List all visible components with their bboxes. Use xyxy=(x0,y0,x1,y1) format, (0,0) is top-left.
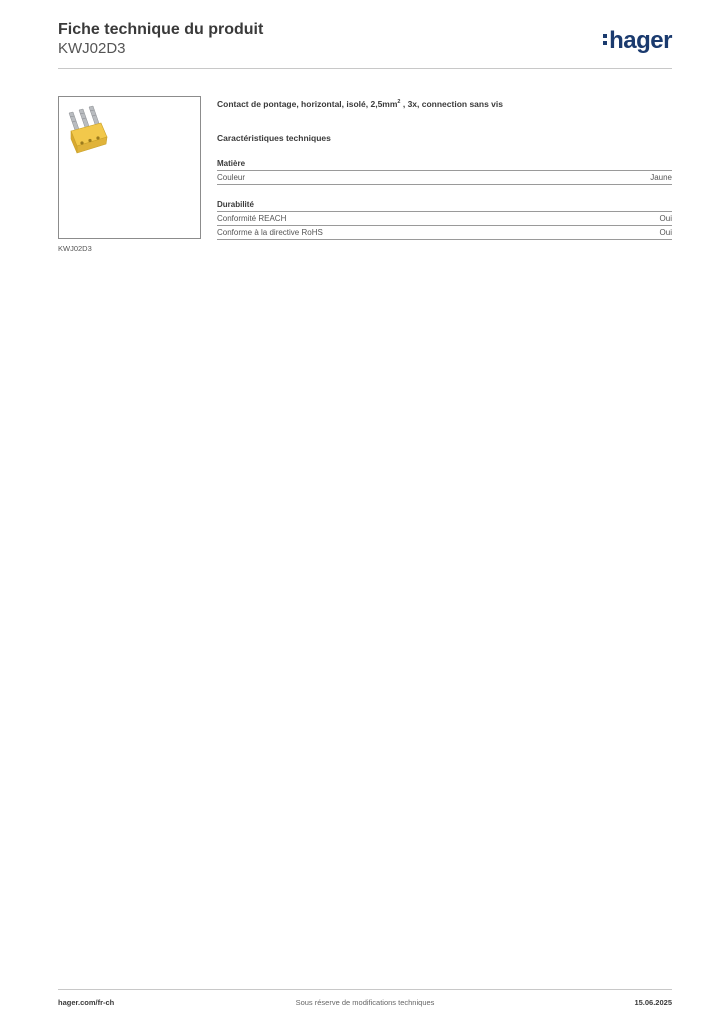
product-description: Contact de pontage, horizontal, isolé, $2,5mm^2$ , 3x, connection sans vis xyxy=(217,98,503,109)
spec-label: Conforme à la directive RoHS xyxy=(217,227,323,237)
spec-row xyxy=(217,171,672,185)
spec-row xyxy=(217,212,672,226)
hager-logo xyxy=(603,28,672,54)
spec-label: Couleur xyxy=(217,172,246,182)
header-divider xyxy=(58,68,672,69)
document-footer xyxy=(58,998,672,1010)
bridge-contact-icon xyxy=(59,97,202,240)
spec-value: Oui xyxy=(659,227,672,237)
spec-value: Oui xyxy=(659,213,672,223)
product-reference: KWJ02D3 xyxy=(58,40,126,57)
spec-value: Jaune xyxy=(650,172,672,182)
image-caption: KWJ02D3 xyxy=(58,244,92,253)
tech-specs-heading: Caractéristiques techniques xyxy=(217,132,331,143)
product-image-frame xyxy=(58,96,201,239)
spec-content xyxy=(217,96,672,240)
group-title-matiere: Matière xyxy=(217,158,672,171)
logo-colon-icon xyxy=(603,33,607,47)
document-header xyxy=(58,20,672,70)
footer-divider xyxy=(58,989,672,990)
footer-date: 15.06.2025 xyxy=(634,998,672,1007)
logo-text: hager xyxy=(609,27,672,54)
page-title: Fiche technique du produit xyxy=(58,21,264,38)
spec-row xyxy=(217,226,672,240)
footer-website-link[interactable]: hager.com/fr-ch xyxy=(58,998,115,1007)
group-title-durabilite: Durabilité xyxy=(217,199,672,212)
footer-disclaimer: Sous réserve de modifications techniques xyxy=(295,998,435,1007)
spec-label: Conformité REACH xyxy=(217,213,287,223)
